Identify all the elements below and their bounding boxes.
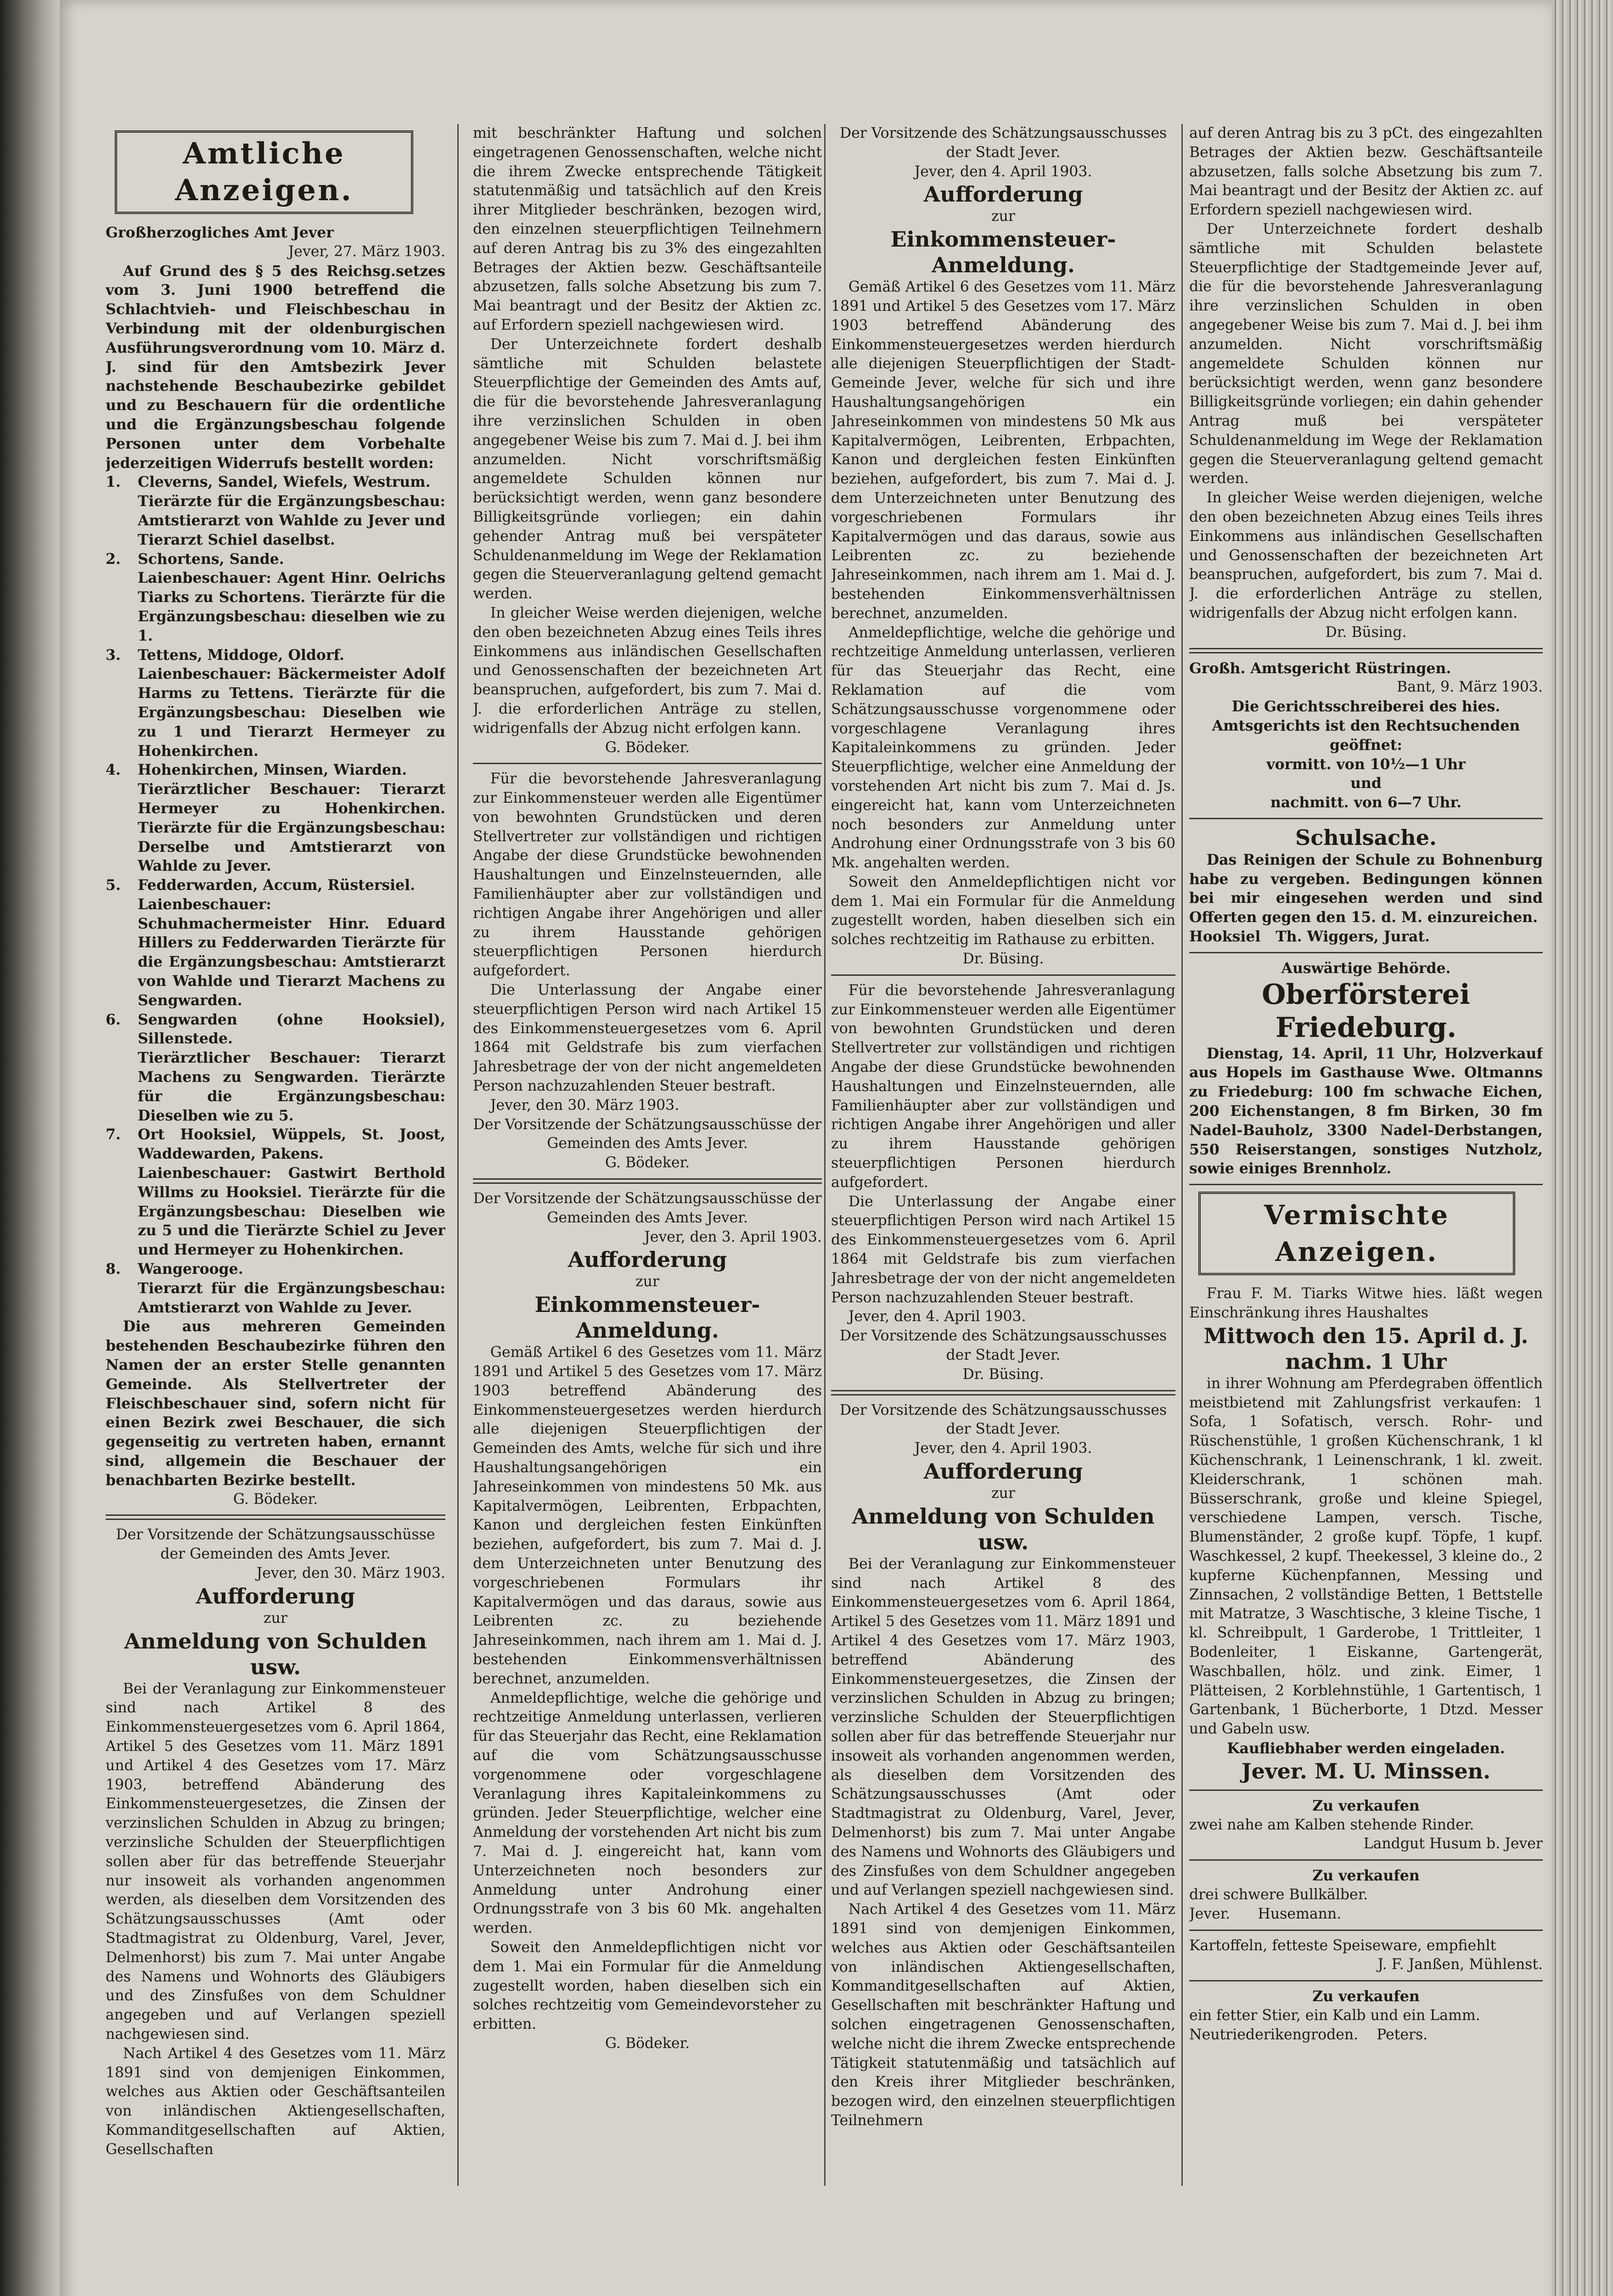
column-4 xyxy=(1189,124,1543,2296)
column-rule xyxy=(1181,124,1183,2186)
sale-heading: Zu verkaufen xyxy=(1312,1988,1420,2005)
school-signature: Th. Wiggers, Jurat. xyxy=(1276,928,1430,945)
notice-title: Einkommensteuer-Anmeldung. xyxy=(890,227,1116,278)
notice-date: Jever, den 4. April 1903. xyxy=(914,1440,1092,1457)
district-item: 8. Wangerooge. Tierarzt für die Ergänzungsbeschau: Amtstierarzt von Wahlde zu Jever. xyxy=(106,1261,445,1316)
misc-section-heading: Vermischte Anzeigen. xyxy=(1198,1192,1515,1275)
court-heading: Großh. Amtsgericht Rüstringen. xyxy=(1189,659,1451,677)
notice-body: Soweit den Anmeldepflichtigen nicht vor dem 1. Mai ein Formular für die Anmeldung zugestellt worden, haben dieselben sich ein solches rechtzeitig vom Gemeindevorsteher zu erbitten. xyxy=(473,1939,822,2033)
notice-date: Jever, den 4. April 1903. xyxy=(848,1308,1026,1325)
notice-title: Aufforderung xyxy=(196,1583,355,1609)
column-rule xyxy=(824,124,826,2186)
divider xyxy=(473,763,822,764)
notice-title: Aufforderung xyxy=(568,1247,727,1272)
column-1 xyxy=(106,124,445,2296)
section-heading: Amtliche Anzeigen. xyxy=(115,130,413,214)
district-item: 2. Schortens, Sande. Laienbeschauer: Agent Hinr. Oelrichs Tiarks zu Schortens. Tierärzte für die Ergänzungsbeschau: dieselben wie zu 1. xyxy=(106,550,445,644)
forest-pre-heading: Auswärtige Behörde. xyxy=(1281,959,1451,977)
notice-title: Anmeldung von Schulden usw. xyxy=(124,1628,427,1679)
notice-body: Die Unterlassung der Angabe einer steuerpflichtigen Person wird nach Artikel 15 des Einkommensteuergesetzes vom 6. April 1864 mit Geldstrafe bis zum vierfachen Jahresbetrage der von der nicht angemeldeten Person nachzuzahlenden Steuer bestraft. xyxy=(473,982,822,1095)
sale-signature: Peters. xyxy=(1377,2026,1428,2043)
sale-place: Jever. xyxy=(1189,1905,1231,1922)
notice-authority: Der Vorsitzende der Schätzungsausschüsse der Gemeinden des Amts Jever. xyxy=(473,1116,822,1152)
signature: Dr. Büsing. xyxy=(1325,624,1407,641)
divider xyxy=(1189,1184,1543,1185)
notice-date: Jever, den 30. März 1903. xyxy=(490,1097,680,1114)
notice-body: Soweit den Anmeldepflichtigen nicht vor dem 1. Mai ein Formular für die Anmeldung zugestellt worden, haben dieselben sich ein solches rechtzeitig im Rathause zu erbitten. xyxy=(831,873,1175,948)
notice-title-sub: zur xyxy=(635,1273,659,1290)
sale-signature: Husemann. xyxy=(1258,1905,1342,1922)
notice-body: mit beschränkter Haftung und solchen eingetragenen Genossenschaften, welche nicht die ihrem Zwecke entsprechende Tätigkeit statutenmäßig und tatsächlich auf den Kreis ihrer Mitglieder beschränken, bezogen wird, den einzelnen steuerpflichtigen Teilnehmern auf deren Antrag bis zu 3% des eingezahlten Betrages der Aktien bezw. Geschäftsanteile abzusetzen, falls solche Absetzung bis zum 7. Mai beantragt und der Besitz der Aktien zc. auf Erfordern speziell nachgewiesen wird. xyxy=(473,125,822,333)
column-2 xyxy=(473,124,822,2296)
authority-name: Großherzogliches Amt Jever xyxy=(106,224,334,241)
notice-body: Gemäß Artikel 6 des Gesetzes vom 11. März 1891 und Artikel 5 des Gesetzes vom 17. März 1903 betreffend Abänderung des Einkommensteuergesetzes werden hierdurch alle diejenigen Steuerpflichtigen der Stadt-Gemeinde Jever, welche für sich und ihre Haushaltungsangehörigen ein Jahreseinkommen von mindestens 50 Mk aus Kapitalvermögen, Leibrenten, Erbpachten, Kanon und dergleichen festen Einkünften beziehen, aufgefordert, bis zum 7. Mai d. J. dem Unterzeichneten unter Benutzung des vorgeschriebenen Formulars ihr Kapitalvermögen und das daraus, sowie aus Leibrenten zc. zu beziehende Jahreseinkommen, nach ihrem am 1. Mai d. J. bestehenden Einkommensverhältnissen berechnet, anzumelden. xyxy=(831,279,1175,622)
divider xyxy=(831,974,1175,976)
auction-signature: Jever. M. U. Minssen. xyxy=(1241,1758,1491,1784)
divider xyxy=(1189,648,1543,653)
closing-paragraph: Die aus mehreren Gemeinden bestehenden Beschaubezirke führen den Namen der an erster Stelle genannten Gemeinde. Als Stellvertreter der Fleischbeschauer sind, sofern nicht für einen Bezirk zwei Beschauer, die sich gegenseitig zu vertreten haben, ernannt sind, allgemein die Beschauer der benachbarten Bezirke bestellt. xyxy=(106,1318,445,1489)
notice-authority: Der Vorsitzende der Schätzungsausschüsse der Gemeinden des Amts Jever. xyxy=(473,1190,822,1226)
sale-text: Kartoffeln, fetteste Speiseware, empfiehlt xyxy=(1189,1937,1496,1954)
notice-body: Der Unterzeichnete fordert deshalb sämtliche mit Schulden belastete Steuerpflichtige der Gemeinden des Amts auf, die für die bevorstehende Jahresveranlagung ihre verzinslichen Schulden in oben angegebener Weise bis zum 7. Mai d. J. bei ihm anzumelden. Nicht vorschriftsmäßig angemeldete Schulden können nur berücksichtigt werden, wenn ganz besondere Billigkeitsgründe vorliegen; ein dahin gehender Antrag muß bei verspäteter Schuldenanmeldung im Wege der Reklamation gegen die Steuerveranlagung geltend gemacht werden. xyxy=(473,336,822,602)
book-gutter xyxy=(0,0,60,2296)
court-text: Die Gerichtsschreiberei des hies. Amtsgerichts ist den Rechtsuchenden geöffnet: xyxy=(1212,698,1520,754)
auction-date: Mittwoch den 15. April d. J. xyxy=(1203,1323,1529,1348)
sale-signature: J. F. Janßen, Mühlenst. xyxy=(1377,1956,1543,1973)
district-item: 1. Cleverns, Sandel, Wiefels, Westrum. Tierärzte für die Ergänzungsbeschau: Amtstierarzt von Wahlde zu Jever und Tierarzt Schiel daselbst. xyxy=(106,473,445,548)
notice-title: Aufforderung xyxy=(923,182,1083,207)
district-item: 6. Sengwarden (ohne Hooksiel), Sillenstede. Tierärztlicher Beschauer: Tierarzt Machens zu Sengwarden. Tierärzte für die Ergänzungsbeschau: Dieselben wie zu 5. xyxy=(106,1011,445,1124)
divider xyxy=(1189,952,1543,953)
sale-heading: Zu verkaufen xyxy=(1312,1797,1420,1814)
divider xyxy=(106,1514,445,1520)
auction-items: in ihrer Wohnung am Pferdegraben öffentlich meistbietend mit Zahlungsfrist verkaufen: 1 Sofa, 1 Sofatisch, versch. Rohr- und Rüschenstühle, 1 großen Küchenschrank, 1 kl Küchenschrank, 1 Leinenschrank, 1 kl. zweit. Kleiderschrank, 1 schönen mah. Büsserschrank, große und kleine Spiegel, verschiedene Lampen, versch. Tische, Blumenständer, 2 große kupf. Töpfe, 1 kupf. Waschkessel, 2 kupf. Theekessel, 3 kleine do., 2 kupferne Küchenpfannen, Messing und Zinnsachen, 2 vollständige Betten, 1 Bettstelle mit Matratze, 3 Waschtische, 3 kleine Tische, 1 kl. Schreibpult, 1 Garderobe, 1 Trittleiter, 1 Bodenleiter, 1 Eiskanne, Gartengerät, Waschballen, hölz. und zink. Eimer, 1 Plätteisen, 2 Korblehnstühle, 1 Gartentisch, 1 Gartenbank, 1 Bücherborte, 1 Dtzd. Messer und Gabeln usw. xyxy=(1189,1375,1543,1738)
notice-body: Der Unterzeichnete fordert deshalb sämtliche mit Schulden belastete Steuerpflichtige der Stadtgemeinde Jever auf, die für die bevorstehende Jahresveranlagung ihre verzinslichen Schulden in oben angegebener Weise bis zum 7. Mai d. J. bei ihm anzumelden. Nicht vorschriftsmäßig angemeldete Schulden können nur berücksichtigt werden, wenn ganz besondere Billigkeitsgründe vorliegen; ein dahin gehender Antrag muß bei verspäteter Schuldenanmeldung im Wege der Reklamation gegen die Steuerveranlagung geltend gemacht werden. xyxy=(1189,220,1543,487)
column-3 xyxy=(831,124,1175,2296)
newspaper-page xyxy=(60,0,1552,2296)
court-hours: nachmitt. von 6—7 Uhr. xyxy=(1270,794,1462,811)
notice-body: Die Unterlassung der Angabe einer steuerpflichtigen Person wird nach Artikel 15 des Einkommensteuergesetzes vom 6. April 1864 mit Geldstrafe bis zum vierfachen Jahresbetrage der von der nicht angemeldeten Person nachzuzahlenden Steuer bestraft. xyxy=(831,1193,1175,1306)
district-list xyxy=(106,473,445,1317)
notice-body: auf deren Antrag bis zu 3 pCt. des eingezahlten Betrages der Aktien bezw. Geschäftsanteile abzusetzen, falls solche Absetzung bis zum 7. Mai beantragt und der Besitz der Aktien zc. auf Erfordern speziell nachgewiesen wird. xyxy=(1189,125,1543,219)
signature: Dr. Büsing. xyxy=(962,1366,1044,1383)
sale-text: zwei nahe am Kalben stehende Rinder. xyxy=(1189,1816,1474,1833)
sale-signature: Landgut Husum b. Jever xyxy=(1363,1835,1543,1852)
divider xyxy=(1189,1790,1543,1791)
notice-title: Aufforderung xyxy=(923,1459,1083,1484)
notice-title: Anmeldung von Schulden usw. xyxy=(852,1503,1155,1554)
notice-body: Gemäß Artikel 6 des Gesetzes vom 11. März 1891 und Artikel 5 des Gesetzes vom 17. März 1903 betreffend Abänderung des Einkommensteuergesetzes werden hierdurch alle diejenigen Steuerpflichtigen der Gemeinden des Amts, welche für sich und ihre Haushaltungsangehörigen ein Jahreseinkommen von mindestens 50 Mk. aus Kapitalvermögen, Leibrenten, Erbpachten, Kanon und dergleichen festen Einkünften beziehen, aufgefordert, bis zum 7. Mai d. J. dem Unterzeichneten unter Benutzung des vorgeschriebenen Formulars ihr Kapitalvermögen und das daraus, sowie aus Leibrenten zc. zu beziehende Jahreseinkommen, nach ihrem am 1. Mai d. J. bestehenden Einkommensverhältnissen berechnet, anzumelden. xyxy=(473,1344,822,1687)
notice-body: Anmeldepflichtige, welche die gehörige und rechtzeitige Anmeldung unterlassen, verlieren für das Steuerjahr das Recht, eine Reklamation auf die vom Schätzungsausschusse vorgenommene oder vorgeschlagene Veranlagung ihres Kapitaleinkommens zu gründen. Jeder Steuerpflichtige, welcher eine Anmeldung der vorstehenden Art nicht bis zum 7. Mai d. Js. eingereicht hat, kann vom Unterzeichneten noch besonders zur Anmeldung unter Androhung einer Ordnungsstrafe von 3 bis 60 Mk. angehalten werden. xyxy=(831,624,1175,872)
notice-body: In gleicher Weise werden diejenigen, welche den oben bezeichneten Abzug eines Teils ihres Einkommens aus inländischen Gesellschaften und Genossenschaften der bezeichneten Art beanspruchen, aufgefordert, bis zum 7. Mai d. J. die erforderlichen Anträge zu stellen, widrigenfalls der Abzug nicht erfolgen kann. xyxy=(1189,490,1543,621)
notice-date: Jever, den 30. März 1903. xyxy=(256,1564,445,1581)
district-item: 5. Fedderwarden, Accum, Rüstersiel. Laienbeschauer: Schuhmachermeister Hinr. Eduard Hillers zu Fedderwarden Tierärzte für die Ergänzungsbeschau: Amtstierarzt von Wahlde und Tierarzt Machens zu Sengwarden. xyxy=(106,877,445,1009)
divider xyxy=(1189,1930,1543,1931)
column-rule xyxy=(457,124,459,2186)
sale-text: ein fetter Stier, ein Kalb und ein Lamm. xyxy=(1189,2007,1480,2024)
notice-body: Für die bevorstehende Jahresveranlagung zur Einkommensteuer werden alle Eigentümer von bewohnten Grundstücken und deren Stellvertreter zur vollständigen und richtigen Angabe der diese Grundstücke bewohnenden Haushaltungen und Einzelnsteuernden, alle Familienhäupter aber zur vollständigen und richtigen Angabe ihrer Angehörigen und aller zu ihrem Hausstande gehörigen steuerpflichtigen Personen hierdurch aufgefordert. xyxy=(473,771,822,979)
notice-title: Einkommensteuer-Anmeldung. xyxy=(534,1292,760,1343)
sale-text: drei schwere Bullkälber. xyxy=(1189,1886,1368,1903)
notice-authority: Der Vorsitzende des Schätzungsausschusses der Stadt Jever. xyxy=(839,1401,1167,1438)
divider xyxy=(1189,818,1543,819)
divider xyxy=(1189,1980,1543,1981)
notice-body: Bei der Veranlagung zur Einkommensteuer sind nach Artikel 8 des Einkommensteuergesetzes vom 6. April 1864, Artikel 5 des Gesetzes vom 11. März 1891 und Artikel 4 des Gesetzes vom 17. März 1903, betreffend Abänderung des Einkommensteuergesetzes, die Zinsen der verzinslichen Schulden in Abzug zu bringen; verzinsliche Schulden der Steuerpflichtigen sollen aber für das betreffende Steuerjahr nur insoweit als vorhanden angenommen werden, als dieselben dem Vorsitzenden des Schätzungsausschusses (Amt oder Stadtmagistrat zu Oldenburg, Varel, Jever, Delmenhorst) bis zum 7. Mai unter Angabe des Namens und Wohnorts des Gläubigers und des Zinsfußes von dem Schuldner angegeben und auf Verlangen speziell nachgewiesen sind. xyxy=(831,1555,1175,1899)
sale-heading: Zu verkaufen xyxy=(1312,1867,1420,1885)
court-hours: vormitt. von 10½—1 Uhr xyxy=(1266,755,1466,773)
auction-text: Frau F. M. Tiarks Witwe hies. läßt wegen Einschränkung ihres Haushaltes xyxy=(1189,1285,1543,1322)
notice-body: Nach Artikel 4 des Gesetzes vom 11. März 1891 sind von demjenigen Einkommen, welches aus Aktien oder Geschäftsanteilen von inländischen Aktiengesellschaften, Kommanditgesellschaften auf Aktien, Gesellschaften mit beschränkter Haftung und solchen eingetragenen Genossenschaften, welche nicht die ihrem Zwecke entsprechende Tätigkeit statutenmäßig und tatsächlich auf den Kreis ihrer Mitglieder beschränken, bezogen wird, den einzelnen steuerpflichtigen Teilnehmern xyxy=(831,1901,1175,2129)
school-place: Hooksiel xyxy=(1189,928,1261,945)
notice-body: Bei der Veranlagung zur Einkommensteuer sind nach Artikel 8 des Einkommensteuergesetzes vom 6. April 1864, Artikel 5 des Gesetzes vom 11. März 1891 und Artikel 4 des Gesetzes vom 17. März 1903, betreffend Abänderung des Einkommensteuergesetzes, die Zinsen der verzinslichen Schulden in Abzug zu bringen; verzinsliche Schulden der Steuerpflichtigen sollen aber für das betreffende Steuerjahr nur insoweit als vorhanden angenommen werden, als dieselben dem Vorsitzenden des Schätzungsausschusses (Amt oder Stadtmagistrat zu Oldenburg, Varel, Jever, Delmenhorst) bis zum 7. Mai unter Angabe des Namens und Wohnorts des Gläubigers und des Zinsfußes von dem Schuldner angegeben und auf Verlangen speziell nachgewiesen sind. xyxy=(106,1680,445,2043)
court-date: Bant, 9. März 1903. xyxy=(1397,679,1543,696)
notice-intro: Auf Grund des § 5 des Reichsg.setzes vom 3. Juni 1900 betreffend die Schlachtvieh- und Fleischbeschau in Verbindung mit der oldenburgischen Ausführungsverordnung vom 10. März d. J. sind für den Amtsbezirk Jever nachstehende Beschaubezirke gebildet und zu Beschauern für die ordentliche und die Ergänzungsbeschau folgende Personen unter dem Vorbehalte jederzeitigen Widerrufs bestellt worden: xyxy=(106,262,445,472)
court-hours: und xyxy=(1350,775,1382,792)
auction-time: nachm. 1 Uhr xyxy=(1285,1349,1447,1374)
signature: G. Bödeker. xyxy=(233,1491,318,1508)
notice-date: Jever, 27. März 1903. xyxy=(288,243,445,260)
signature: G. Bödeker. xyxy=(605,2035,690,2052)
divider xyxy=(1189,1859,1543,1861)
district-item: 4. Hohenkirchen, Minsen, Wiarden. Tierärztlicher Beschauer: Tierarzt Hermeyer zu Hohenkirchen. Tierärzte für die Ergänzungsbeschau: Derselbe und Amtstierarzt von Wahlde zu Jever. xyxy=(106,761,445,875)
sale-place: Neutriederikengroden. xyxy=(1189,2026,1359,2043)
notice-title-sub: zur xyxy=(264,1609,287,1626)
notice-body: Anmeldepflichtige, welche die gehörige und rechtzeitige Anmeldung unterlassen, verlieren für das Steuerjahr das Recht, eine Reklamation auf die vom Schätzungsausschusse vorgenommene oder vorgeschlagene Veranlagung ihres Kapitaleinkommens zu gründen. Jeder Steuerpflichtige, welcher eine Anmeldung der vorstehenden Art nicht bis zum 7. Mai d. J. eingereicht hat, kann vom Unterzeichneten noch besonders zur Anmeldung unter Androhung einer Ordnungsstrafe von 3 bis 60 Mk. angehalten werden. xyxy=(473,1689,822,1937)
notice-body: Für die bevorstehende Jahresveranlagung zur Einkommensteuer werden alle Eigentümer von bewohnten Grundstücken und deren Stellvertreter zur vollständigen und richtigen Angabe der diese Grundstücke bewohnenden Haushaltungen und Einzelnsteuernden, alle Familienhäupter aber zur vollständigen und richtigen Angabe ihrer Angehörigen und aller zu ihrem Hausstande gehörigen steuerpflichtigen Personen hierdurch aufgefordert. xyxy=(831,982,1175,1191)
signature: Dr. Büsing. xyxy=(962,951,1044,968)
auction-invitation: Kaufliebhaber werden eingeladen. xyxy=(1227,1739,1505,1757)
school-text: Das Reinigen der Schule zu Bohnenburg habe zu vergeben. Bedingungen können bei mir eingesehen werden und sind Offerten gegen den 15. d. M. einzureichen. xyxy=(1189,851,1543,926)
district-item: 3. Tettens, Middoge, Oldorf. Laienbeschauer: Bäckermeister Adolf Harms zu Tettens. Tierärzte für die Ergänzungsbeschau: Dieselben wie zu 1 und Tierarzt Hermeyer zu Hohenkirchen. xyxy=(106,646,445,760)
page-edges xyxy=(1552,0,1613,2296)
notice-authority: Der Vorsitzende des Schätzungsausschusses der Stadt Jever. xyxy=(839,1328,1167,1364)
notice-date: Jever, den 4. April 1903. xyxy=(914,163,1092,180)
notice-authority: Der Vorsitzende der Schätzungsausschüsse der Gemeinden des Amts Jever. xyxy=(116,1526,435,1563)
signature: G. Bödeker. xyxy=(605,1154,690,1171)
notice-body: Nach Artikel 4 des Gesetzes vom 11. März 1891 sind von demjenigen Einkommen, welches aus Aktien oder Geschäftsanteilen von inländischen Aktiengesellschaften, Kommanditgesellschaften auf Aktien, Gesellschaften xyxy=(106,2045,445,2158)
notice-authority: Der Vorsitzende des Schätzungsausschusses der Stadt Jever. xyxy=(839,125,1167,161)
divider xyxy=(473,1178,822,1184)
divider xyxy=(831,1390,1175,1396)
school-heading: Schulsache. xyxy=(1295,825,1437,850)
notice-body: In gleicher Weise werden diejenigen, welche den oben bezeichneten Abzug eines Teils ihres Einkommens aus inländischen Gesellschaften und Genossenschaften der bezeichneten Art beanspruchen, aufgefordert, bis zum 7. Mai d. J. die erforderlichen Anträge zu stellen, widrigenfalls der Abzug nicht erfolgen kann. xyxy=(473,604,822,737)
signature: G. Bödeker. xyxy=(605,739,690,756)
forest-heading: Oberförsterei Friedeburg. xyxy=(1262,978,1470,1044)
notice-title-sub: zur xyxy=(991,208,1015,225)
notice-title-sub: zur xyxy=(991,1485,1015,1502)
notice-date: Jever, den 3. April 1903. xyxy=(644,1228,822,1245)
forest-text: Dienstag, 14. April, 11 Uhr, Holzverkauf aus Hopels im Gasthause Wwe. Oltmanns zu Friedeburg: 100 fm schwache Eichen, 200 Eichenstangen, 8 fm Birken, 30 fm Nadel-Bauholz, 3300 Nadel-Derbstangen, 550 Reiserstangen, sonstiges Nutzholz, sowie einiges Brennholz. xyxy=(1189,1045,1543,1177)
district-item: 7. Ort Hooksiel, Wüppels, St. Joost, Waddewarden, Pakens. Laienbeschauer: Gastwirt Berthold Willms zu Hooksiel. Tierärzte für die Ergänzungsbeschau: Dieselben wie zu 5 und die Tierärzte Schiel zu Jever und Hermeyer zu Hohenkirchen. xyxy=(106,1126,445,1259)
